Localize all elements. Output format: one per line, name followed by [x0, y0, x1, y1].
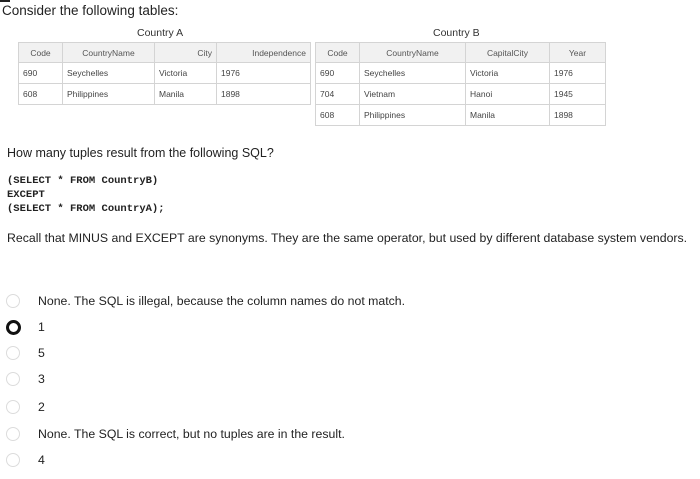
- table-row: [316, 63, 606, 84]
- cell: 1898: [550, 105, 606, 126]
- header-cell: Year: [550, 43, 606, 63]
- question-text: How many tuples result from the following SQL?: [7, 146, 274, 160]
- header-cell: CountryName: [360, 43, 466, 63]
- option-label: None. The SQL is correct, but no tuples are in the result.: [38, 427, 345, 441]
- cell: 690: [316, 63, 360, 84]
- option-6[interactable]: [6, 451, 45, 469]
- cell: Hanoi: [466, 84, 550, 105]
- cell: 1976: [550, 63, 606, 84]
- cell: 1945: [550, 84, 606, 105]
- table-header-row: [19, 43, 311, 63]
- cell: Vietnam: [360, 84, 466, 105]
- cell: 690: [19, 63, 63, 84]
- cell: Manila: [466, 105, 550, 126]
- country-b-table: [315, 42, 606, 126]
- table-header-row: [316, 43, 606, 63]
- option-label: None. The SQL is illegal, because the column names do not match.: [38, 294, 406, 308]
- cell: 1898: [217, 84, 311, 105]
- cell: Victoria: [155, 63, 217, 84]
- option-label: 4: [38, 453, 45, 467]
- cell: Philippines: [63, 84, 155, 105]
- header-cell: City: [155, 43, 217, 63]
- radio-button[interactable]: [6, 294, 20, 308]
- note-text: Recall that MINUS and EXCEPT are synonyms. They are the same operator, but used by different database system vendors.: [7, 231, 688, 245]
- cell: 1976: [217, 63, 311, 84]
- option-5[interactable]: [6, 425, 345, 443]
- cell: Philippines: [360, 105, 466, 126]
- table-row: [316, 84, 606, 105]
- option-3[interactable]: [6, 370, 45, 388]
- cell: 608: [316, 105, 360, 126]
- cell: Seychelles: [63, 63, 155, 84]
- country-a-title: Country A: [137, 27, 184, 39]
- cell: 704: [316, 84, 360, 105]
- radio-button[interactable]: [6, 372, 20, 386]
- option-2[interactable]: [6, 344, 45, 362]
- header-cell: CapitalCity: [466, 43, 550, 63]
- option-label: 1: [38, 320, 45, 334]
- sql-line-1: (SELECT * FROM CountryB): [7, 175, 159, 187]
- option-label: 2: [38, 400, 45, 414]
- radio-button[interactable]: [6, 427, 20, 441]
- header-cell: CountryName: [63, 43, 155, 63]
- header-cell: Code: [316, 43, 360, 63]
- cell: Seychelles: [360, 63, 466, 84]
- option-label: 5: [38, 346, 45, 360]
- radio-button[interactable]: [6, 346, 20, 360]
- sql-line-2: EXCEPT: [7, 189, 45, 201]
- option-4[interactable]: [6, 398, 45, 416]
- radio-button[interactable]: [6, 400, 20, 414]
- radio-button-selected[interactable]: [6, 320, 21, 335]
- option-0[interactable]: [6, 292, 406, 310]
- country-b-title: Country B: [433, 27, 480, 39]
- table-row: [19, 84, 311, 105]
- intro-text: Consider the following tables:: [2, 3, 179, 18]
- header-cell: Independence: [217, 43, 311, 63]
- option-label: 3: [38, 372, 45, 386]
- table-row: [316, 105, 606, 126]
- option-1[interactable]: [6, 318, 45, 336]
- country-a-table: [18, 42, 311, 105]
- table-row: [19, 63, 311, 84]
- cell: Victoria: [466, 63, 550, 84]
- radio-button[interactable]: [6, 453, 20, 467]
- corner-mark: [0, 0, 10, 2]
- sql-line-3: (SELECT * FROM CountryA);: [7, 203, 165, 215]
- header-cell: Code: [19, 43, 63, 63]
- cell: 608: [19, 84, 63, 105]
- cell: Manila: [155, 84, 217, 105]
